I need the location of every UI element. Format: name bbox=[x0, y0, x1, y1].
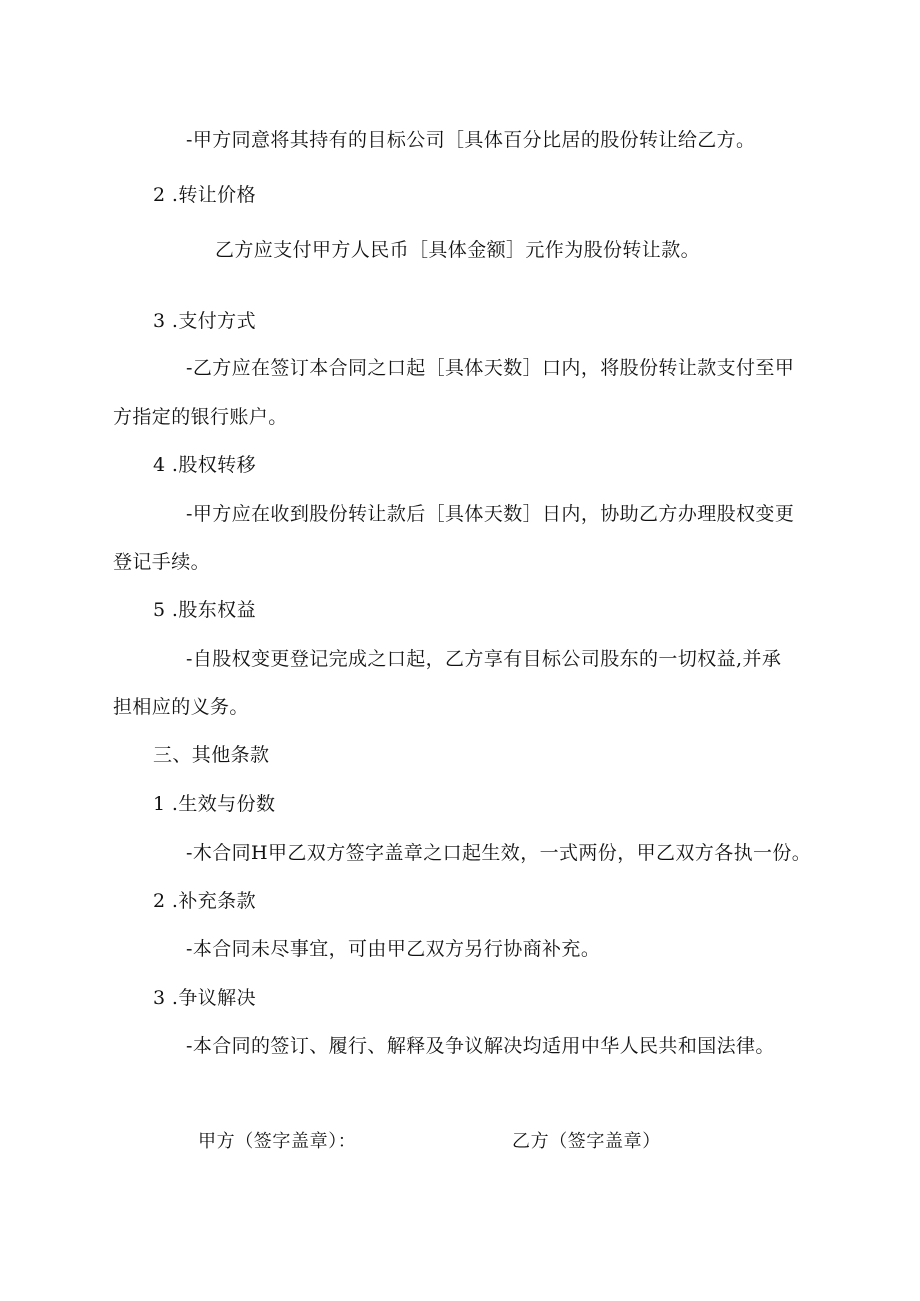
heading-payment-method: 3 .支付方式 bbox=[153, 310, 256, 332]
clause-transfer-shares: -甲方同意将其持有的目标公司［具体百分比居的股份转让给乙方。 bbox=[186, 129, 756, 151]
heading-supplementary: 2 .补充条款 bbox=[153, 890, 256, 912]
heading-dispute-resolution: 3 .争议解决 bbox=[153, 987, 256, 1009]
heading-transfer-price: 2 .转让价格 bbox=[153, 184, 256, 206]
signature-party-b: 乙方（签字盖章） bbox=[512, 1131, 661, 1152]
section-other-terms: 三、其他条款 bbox=[153, 744, 270, 766]
heading-shareholder-rights: 5 .股东权益 bbox=[153, 599, 256, 621]
clause-payment-method-line1: -乙方应在签订本合同之口起［具体天数］口内，将股份转让款支付至甲 bbox=[186, 357, 795, 379]
clause-dispute-resolution: -本合同的签订、履行、解释及争议解决均适用中华人民共和国法律。 bbox=[186, 1035, 775, 1057]
clause-supplementary: -本合同未尽事宜，可由甲乙双方另行协商补充。 bbox=[186, 938, 601, 960]
heading-effectiveness: 1 .生效与份数 bbox=[153, 793, 276, 815]
clause-shareholder-rights-line1: -自股权变更登记完成之口起，乙方享有目标公司股东的一切权益,并承 bbox=[186, 648, 782, 670]
clause-equity-transfer-line2: 登记手续。 bbox=[113, 551, 211, 573]
heading-equity-transfer: 4 .股权转移 bbox=[153, 454, 256, 476]
signature-party-a: 甲方（签字盖章）： bbox=[198, 1131, 357, 1152]
clause-payment-method-line2: 方指定的银行账户。 bbox=[113, 406, 288, 428]
clause-effectiveness: -木合同H甲乙双方签字盖章之口起生效，一式两份，甲乙双方各执一份。 bbox=[186, 842, 812, 864]
clause-shareholder-rights-line2: 担相应的义务。 bbox=[113, 696, 249, 718]
clause-equity-transfer-line1: -甲方应在收到股份转让款后［具体天数］日内，协助乙方办理股权变更 bbox=[186, 503, 795, 525]
clause-transfer-price: 乙方应支付甲方人民币［具体金额］元作为股份转让款。 bbox=[215, 239, 701, 261]
